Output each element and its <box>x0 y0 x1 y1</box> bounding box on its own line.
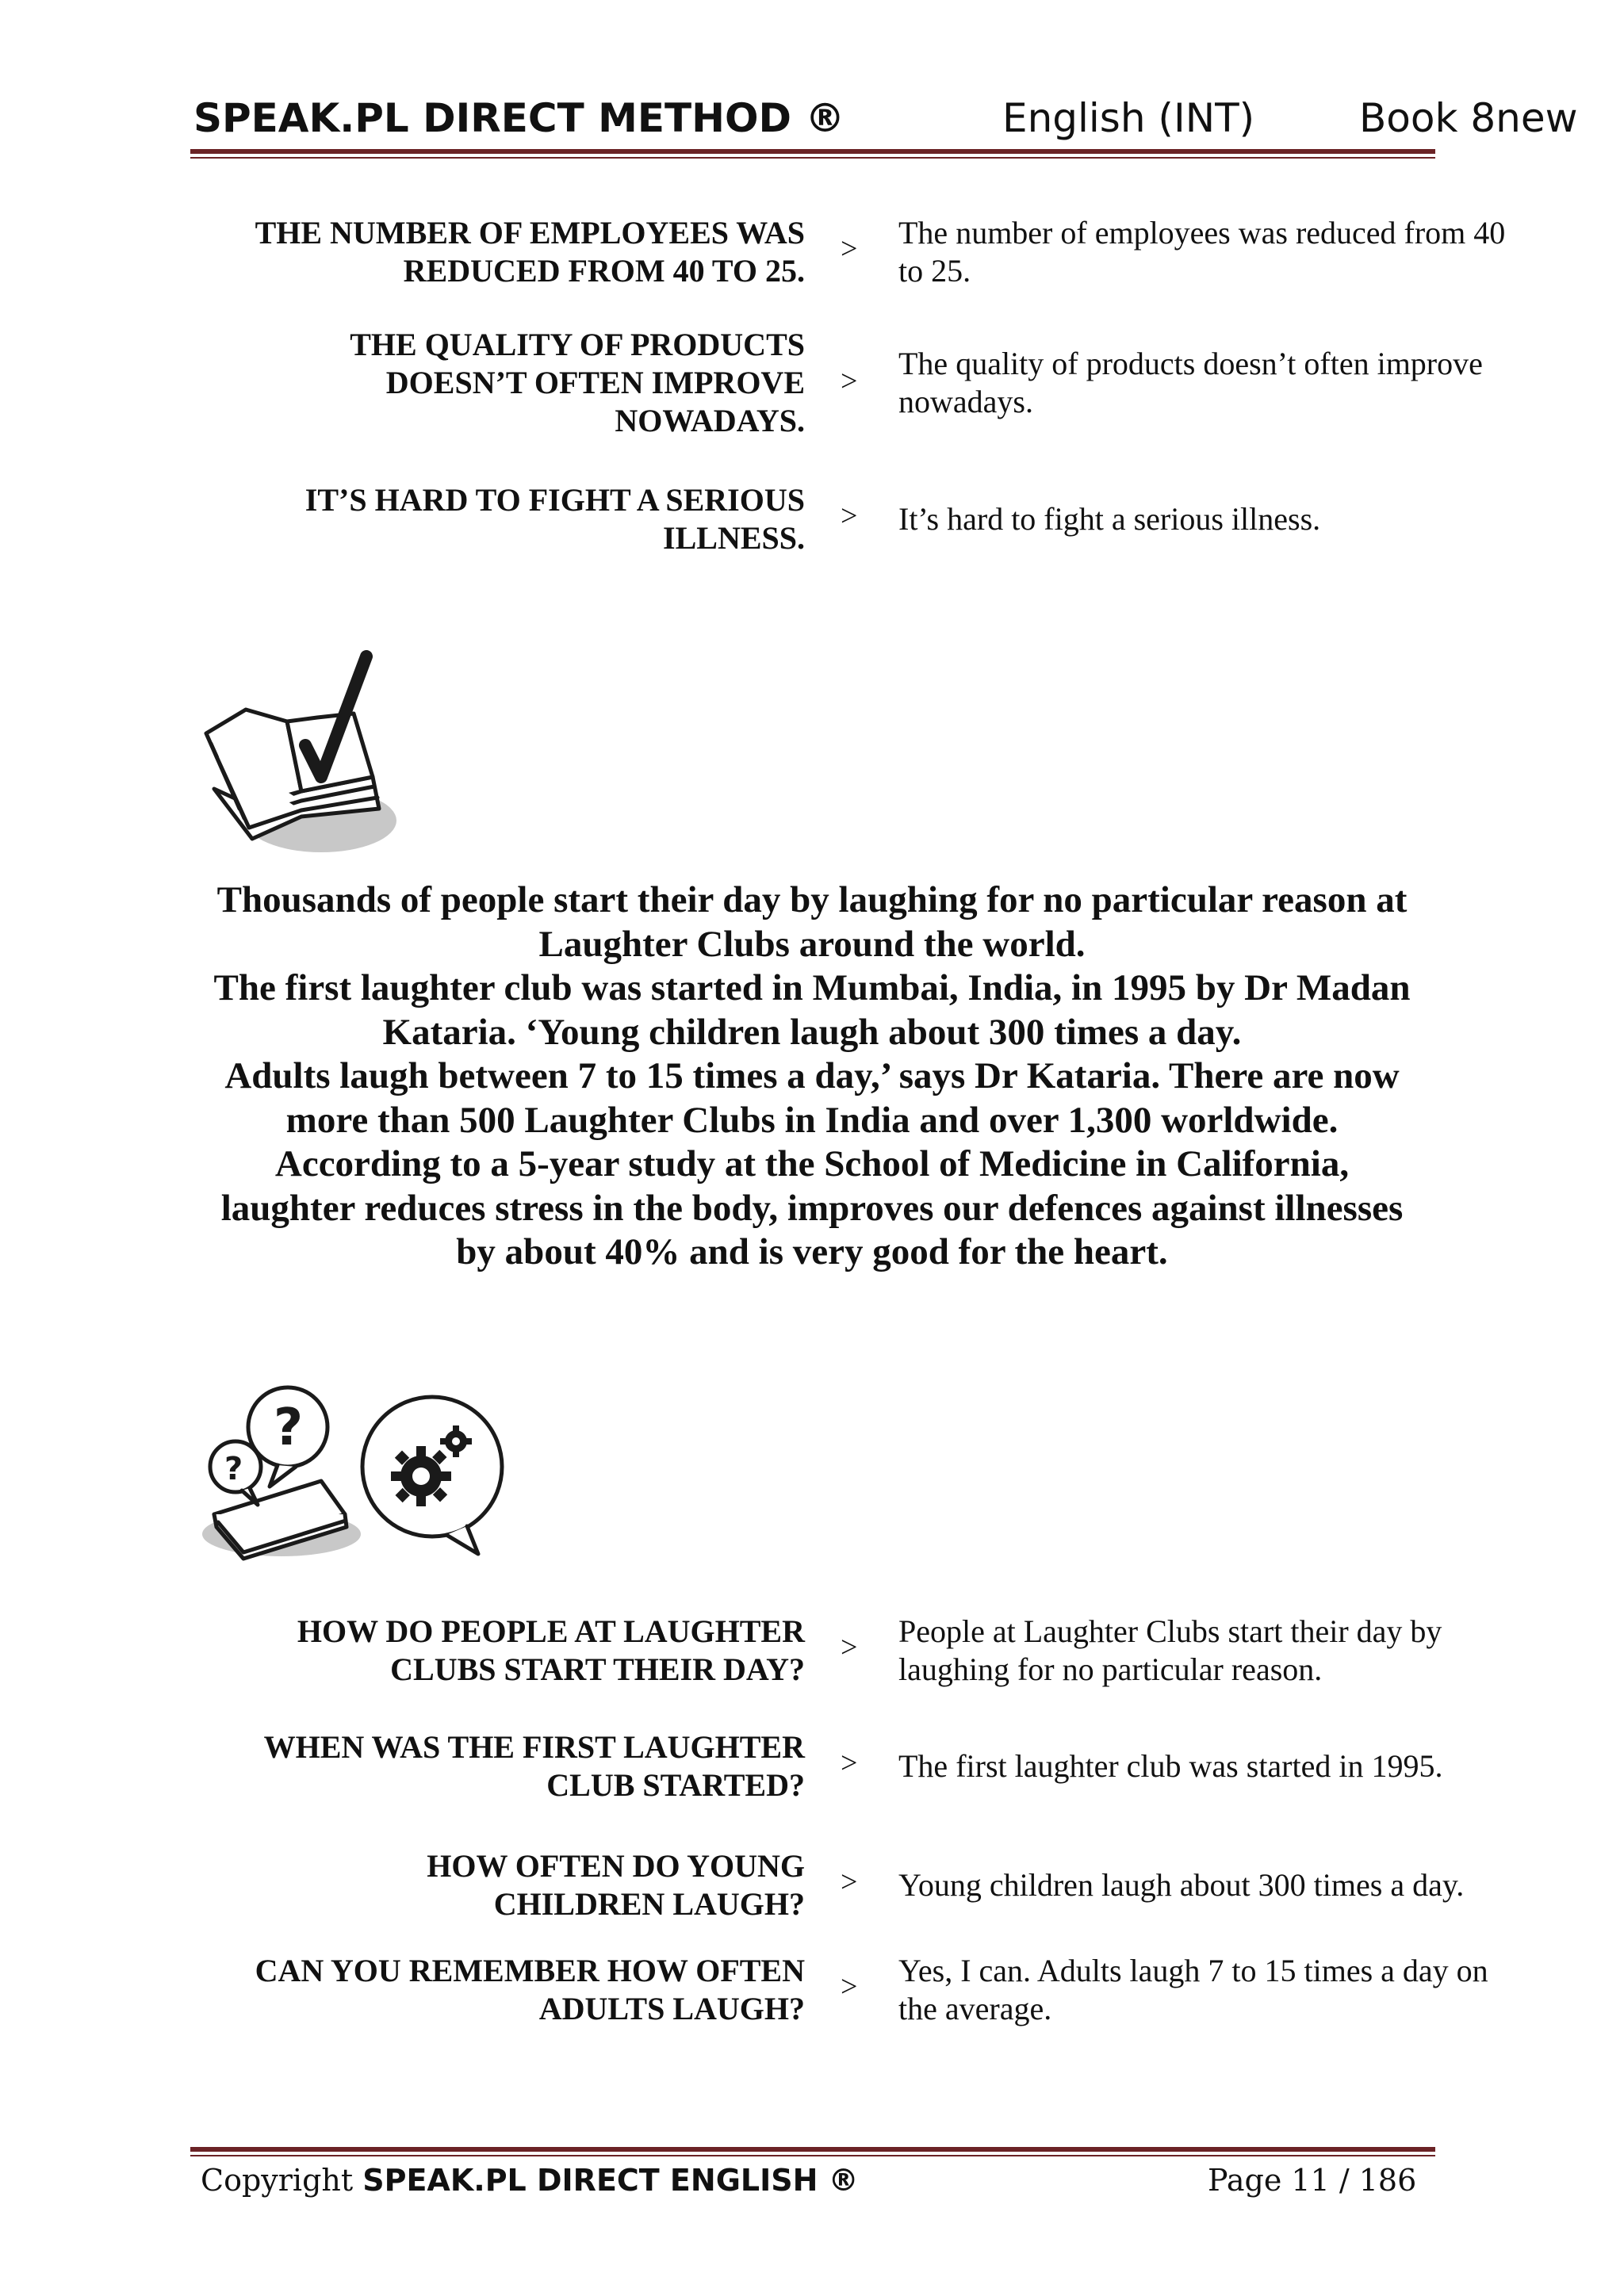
qa-answer: Yes, I can. Adults laugh 7 to 15 times a day on the average. <box>898 1953 1488 2026</box>
qa-arrow: > <box>841 1631 858 1664</box>
qa-question: THE QUALITY OF PRODUCTS DOESN’T OFTEN IMPROVE NOWADAYS. <box>350 327 805 438</box>
svg-text:?: ? <box>274 1399 304 1457</box>
qa-question: CAN YOU REMEMBER HOW OFTEN ADULTS LAUGH? <box>255 1953 805 2026</box>
qa-question: THE NUMBER OF EMPLOYEES WAS REDUCED FROM 40 TO 25. <box>255 215 805 289</box>
svg-text:?: ? <box>224 1451 243 1487</box>
footer-copyright-label: Copyright <box>201 2163 354 2198</box>
qa-arrow: > <box>841 1866 858 1899</box>
qa-question: WHEN WAS THE FIRST LAUGHTER CLUB STARTED? <box>263 1729 805 1803</box>
qa-answer: The number of employees was reduced from 40 to 25. <box>898 215 1506 289</box>
header-rule <box>190 149 1435 154</box>
qa-answer: It’s hard to fight a serious illness. <box>898 501 1321 537</box>
footer-rule-thin <box>190 2155 1435 2156</box>
qa-answer: The quality of products doesn’t often improve nowadays. <box>898 346 1483 419</box>
footer-copyright <box>201 2163 859 2198</box>
footer-brand: SPEAK.PL DIRECT ENGLISH ® <box>362 2163 859 2198</box>
footer-rule <box>190 2147 1435 2152</box>
reading-line: Kataria. ‘Young children laugh about 300 times a day. <box>382 1011 1242 1053</box>
reading-line: Laughter Clubs around the world. <box>538 923 1086 965</box>
header-book: Book 8new <box>1359 95 1578 141</box>
qa-arrow: > <box>841 232 858 266</box>
footer-page-number: Page 11 / 186 <box>1208 2163 1417 2198</box>
page-header <box>193 95 1578 141</box>
open-book-checkmark-icon <box>190 650 412 856</box>
reading-line: more than 500 Laughter Clubs in India and over 1,300 worldwide. <box>285 1099 1339 1141</box>
qa-answer: People at Laughter Clubs start their day by laughing for no particular reason. <box>898 1613 1442 1687</box>
reading-line: Adults laugh between 7 to 15 times a day,’ says Dr Kataria. There are now <box>224 1055 1400 1096</box>
qa-answer: The first laughter club was started in 1995. <box>898 1748 1443 1784</box>
qa-arrow: > <box>841 499 858 533</box>
reading-line: According to a 5-year study at the School of Medicine in California, <box>274 1143 1350 1184</box>
qa-question: HOW DO PEOPLE AT LAUGHTER CLUBS START THEIR DAY? <box>297 1613 805 1687</box>
reading-line: laughter reduces stress in the body, improves our defences against illnesses <box>220 1187 1404 1229</box>
reading-passage <box>178 878 1446 1275</box>
header-rule-thin <box>190 157 1435 159</box>
reading-line: by about 40% and is very good for the heart. <box>456 1231 1168 1272</box>
qa-question: HOW OFTEN DO YOUNG CHILDREN LAUGH? <box>427 1848 805 1922</box>
qa-question: IT’S HARD TO FIGHT A SERIOUS ILLNESS. <box>304 482 805 556</box>
qa-answer: Young children laugh about 300 times a day. <box>898 1867 1465 1903</box>
header-language: English (INT) <box>1002 95 1255 141</box>
qa-arrow: > <box>841 365 858 398</box>
header-brand: SPEAK.PL DIRECT METHOD ® <box>193 95 845 141</box>
qa-arrow: > <box>841 1747 858 1780</box>
question-bubbles-gears-icon <box>194 1380 511 1562</box>
reading-line: Thousands of people start their day by laughing for no particular reason at <box>216 879 1408 920</box>
qa-arrow: > <box>841 1970 858 2003</box>
reading-line: The first laughter club was started in Mumbai, India, in 1995 by Dr Madan <box>213 967 1411 1008</box>
